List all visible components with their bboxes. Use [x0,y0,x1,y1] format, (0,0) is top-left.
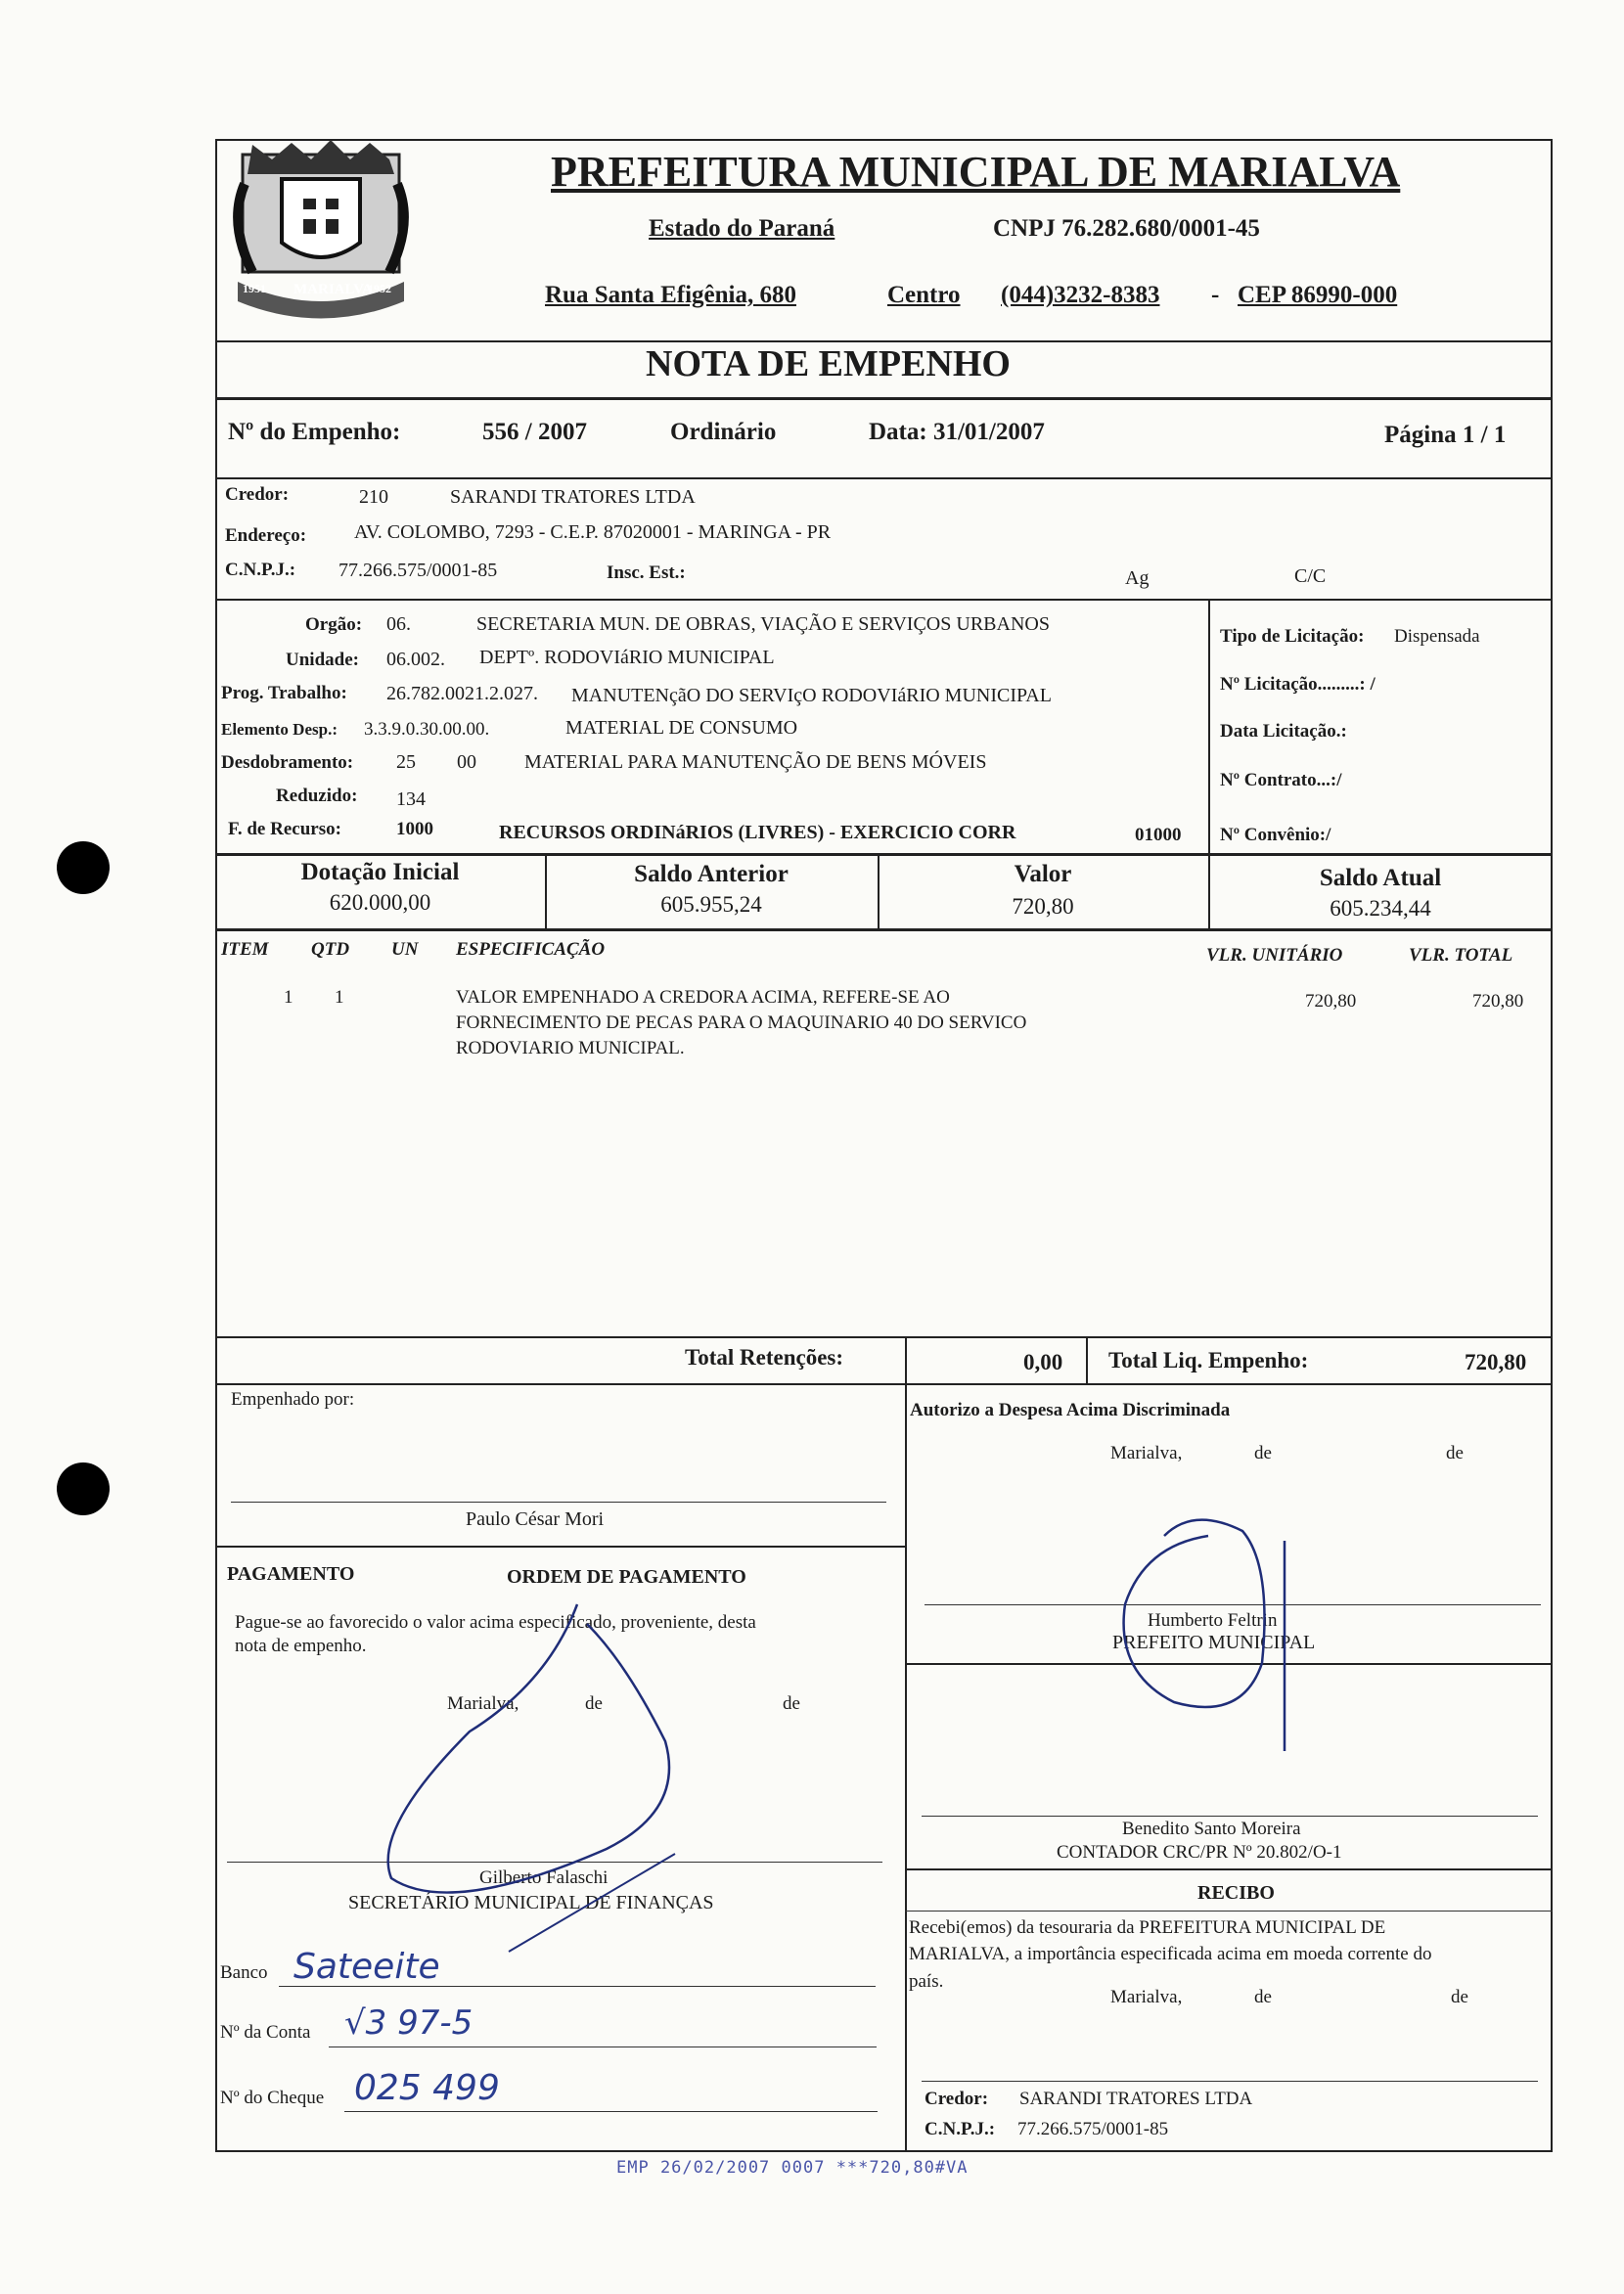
empenho-date: Data: 31/01/2007 [869,419,1045,445]
conta-corrente-label: C/C [1294,565,1327,587]
total-retencoes-value: 0,00 [1023,1350,1063,1374]
recibo-label: RECIBO [1197,1882,1275,1904]
item-qtd: 1 [335,987,344,1008]
desdobramento-code1: 25 [396,751,416,773]
dotacao-inicial-label: Dotação Inicial [300,859,460,885]
orgao-label: Orgão: [305,614,363,635]
header-cep: CEP 86990-000 [1238,282,1398,308]
licitacao-tipo-label: Tipo de Licitação: [1220,626,1365,647]
item-spec-line: RODOVIARIO MUNICIPAL. [456,1038,685,1058]
saldo-anterior-value: 605.955,24 [660,892,762,917]
mechanical-stamp: EMP 26/02/2007 0007 ***720,80#VA [616,2158,969,2178]
vlr-total-column-header: VLR. TOTAL [1409,945,1513,966]
qtd-column-header: QTD [311,939,350,960]
especificacao-column-header: ESPECIFICAÇÃO [456,939,606,960]
pagamento-texto-line: nota de empenho. [235,1636,367,1656]
secretario-cargo: SECRETÁRIO MUNICIPAL DE FINANÇAS [348,1892,714,1913]
recurso-code2: 01000 [1135,825,1182,845]
contrato-numero: Nº Contrato...:/ [1220,770,1342,790]
elemento-name: MATERIAL DE CONSUMO [565,717,798,739]
recibo-texto-line: MARIALVA, a importância especificada acima em moeda corrente do [909,1944,1432,1964]
unidade-label: Unidade: [286,650,359,670]
orgao-name: SECRETARIA MUN. DE OBRAS, VIAÇÃO E SERVIÇOS URBANOS [476,613,1050,635]
saldo-atual-value: 605.234,44 [1330,896,1431,921]
total-liquido-label: Total Liq. Empenho: [1108,1348,1309,1372]
secretario-nome: Gilberto Falaschi [479,1867,609,1888]
prog-trabalho-label: Prog. Trabalho: [221,683,347,703]
prefeito-nome: Humberto Feltrin [1148,1610,1278,1631]
unidade-name: DEPTº. RODOVIáRIO MUNICIPAL [479,647,775,668]
pagamento-texto-line: Pague-se ao favorecido o valor acima especificado, proveniente, desta [235,1612,756,1633]
licitacao-numero: Nº Licitação.........: / [1220,674,1376,695]
credor-name: SARANDI TRATORES LTDA [450,486,696,508]
prefeito-signature [1124,1520,1265,1707]
prefeito-cargo: PREFEITO MUNICIPAL [1112,1632,1316,1653]
convenio-numero: Nº Convênio:/ [1220,825,1331,845]
recurso-label: F. de Recurso: [228,819,341,839]
recibo-texto-line: país. [909,1971,944,1992]
document-title: NOTA DE EMPENHO [646,343,1011,384]
item-spec-line: VALOR EMPENHADO A CREDORA ACIMA, REFERE-SE AO [456,987,950,1008]
endereco-label: Endereço: [225,525,307,546]
autorizo-marialva-label: Marialva, [1110,1443,1183,1463]
autorizo-de-label: de [1254,1443,1272,1463]
secretario-signature-tail [509,1854,675,1952]
cheque-label: Nº do Cheque [220,2088,325,2108]
credor-cnpj: 77.266.575/0001-85 [338,560,498,581]
pagamento-de-label: de [585,1693,603,1714]
recibo-texto-line: Recebi(emos) da tesouraria da PREFEITURA MUNICIPAL DE [909,1917,1386,1938]
elemento-label: Elemento Desp.: [221,720,338,739]
orgao-code: 06. [386,613,411,635]
desdobramento-name: MATERIAL PARA MANUTENÇÃO DE BENS MÓVEIS [524,751,987,773]
conta-handwritten: √3 97-5 [344,2003,474,2043]
item-vlr-unitario: 720,80 [1305,991,1357,1012]
valor-value: 720,80 [1012,894,1074,919]
contador-nome: Benedito Santo Moreira [1122,1819,1301,1839]
cheque-handwritten: 025 499 [354,2068,500,2108]
punch-hole [57,1462,110,1515]
crest-year-right: 1952 [368,282,391,295]
un-column-header: UN [391,939,419,960]
pagamento-de-label: de [783,1693,800,1714]
crest-year-left: 1951 [243,282,266,295]
credor-code: 210 [359,486,388,508]
prog-trabalho-code: 26.782.0021.2.027. [386,683,538,704]
pagamento-marialva-label: Marialva, [447,1693,519,1714]
credor-label: Credor: [225,484,290,505]
unidade-code: 06.002. [386,649,445,670]
ordem-pagamento-label: ORDEM DE PAGAMENTO [507,1566,746,1588]
agencia-label: Ag [1125,567,1150,589]
recurso-code: 1000 [396,819,433,839]
recibo-cnpj-label: C.N.P.J.: [925,2119,996,2139]
punch-hole [57,841,110,894]
crest-ribbon-text: MARIALVA [293,282,373,297]
empenhado-por-nome: Paulo César Mori [466,1508,605,1530]
prog-trabalho-name: MANUTENçãO DO SERVIçO RODOVIáRIO MUNICIPAL [571,685,1052,706]
item-number: 1 [284,987,293,1008]
item-vlr-total: 720,80 [1472,991,1524,1012]
desdobramento-code2: 00 [457,751,476,773]
item-column-header: ITEM [221,939,269,960]
header-cnpj: CNPJ 76.282.680/0001-45 [993,215,1260,242]
recibo-cnpj: 77.266.575/0001-85 [1017,2119,1169,2139]
dotacao-inicial-value: 620.000,00 [329,890,431,915]
header-dash: - [1211,282,1220,308]
banco-label: Banco [220,1962,268,1983]
empenho-type: Ordinário [670,419,777,445]
empenhado-por-label: Empenhado por: [231,1389,355,1410]
contador-cargo: CONTADOR CRC/PR Nº 20.802/O-1 [1057,1842,1342,1863]
recibo-de-label: de [1254,1987,1272,2007]
autorizo-de-label: de [1446,1443,1464,1463]
licitacao-data: Data Licitação.: [1220,721,1347,742]
autorizo-despesa-label: Autorizo a Despesa Acima Discriminada [910,1400,1231,1420]
reduzido-value: 134 [396,788,426,810]
valor-label: Valor [1014,861,1072,887]
banco-handwritten: Sateeite [293,1947,440,1987]
licitacao-tipo: Dispensada [1394,626,1480,647]
total-liquido-value: 720,80 [1465,1350,1527,1374]
header-district: Centro [887,282,961,308]
saldo-atual-label: Saldo Atual [1319,865,1442,891]
page-title: PREFEITURA MUNICIPAL DE MARIALVA [551,148,1401,196]
empenho-number-label: Nº do Empenho: [228,419,401,445]
cnpj-label: C.N.P.J.: [225,560,296,580]
pagamento-label: PAGAMENTO [227,1563,355,1585]
reduzido-label: Reduzido: [276,786,358,806]
item-spec-line: FORNECIMENTO DE PECAS PARA O MAQUINARIO 40 DO SERVICO [456,1012,1027,1033]
empenho-number: 556 / 2007 [482,419,587,445]
secretario-signature [388,1604,669,1893]
elemento-code: 3.3.9.0.30.00.00. [364,719,490,740]
recurso-name: RECURSOS ORDINáRIOS (LIVRES) - EXERCICIO CORR [499,822,1016,843]
vlr-unitario-column-header: VLR. UNITÁRIO [1206,945,1343,966]
recibo-credor-nome: SARANDI TRATORES LTDA [1019,2089,1253,2109]
conta-label: Nº da Conta [220,2022,311,2043]
recibo-de-label: de [1451,1987,1468,2007]
desdobramento-label: Desdobramento: [221,752,354,773]
recibo-marialva-label: Marialva, [1110,1987,1183,2007]
page-number: Página 1 / 1 [1384,422,1507,448]
insc-est-label: Insc. Est.: [607,562,686,583]
header-street: Rua Santa Efigênia, 680 [545,282,796,308]
recibo-credor-label: Credor: [925,2089,989,2109]
saldo-anterior-label: Saldo Anterior [634,861,789,887]
header-phone: (044)3232-8383 [1001,282,1160,308]
credor-address: AV. COLOMBO, 7293 - C.E.P. 87020001 - MARINGA - PR [354,521,832,543]
total-retencoes-label: Total Retenções: [685,1345,844,1370]
header-state: Estado do Paraná [649,215,835,242]
